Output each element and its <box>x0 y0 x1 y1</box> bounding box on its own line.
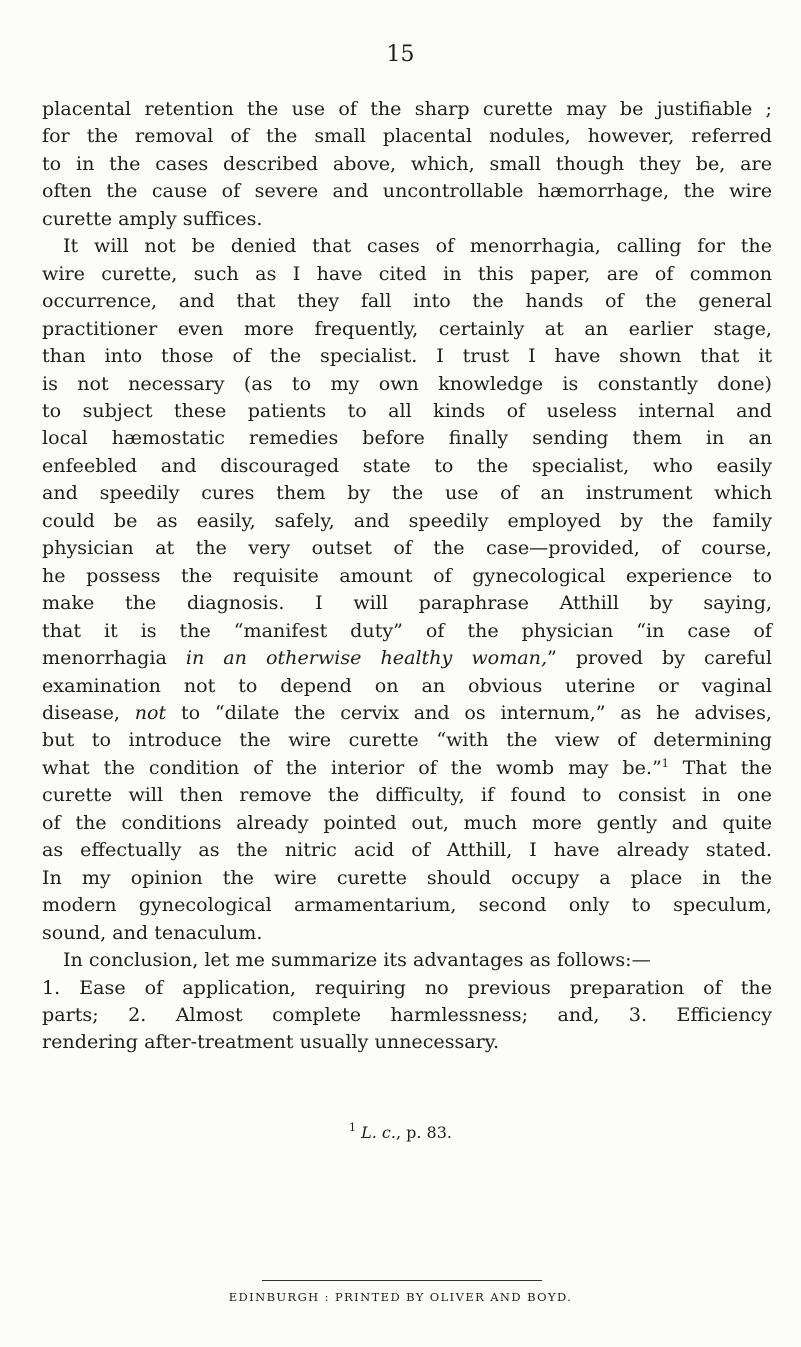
text-line: wire curette, such as I have cited in this paper, are of common <box>42 261 772 285</box>
text-line: for the removal of the small placental nodules, however, referred <box>42 124 772 148</box>
text-line: that it is the “manifest duty” of the physician “in case of <box>42 618 772 642</box>
text-line: placental retention the use of the sharp curette may be justifiable ; <box>42 97 772 120</box>
text-line: practitioner even more frequently, certainly at an earlier stage, <box>42 316 772 340</box>
text-segment: disease, <box>42 700 135 724</box>
text-line: modern gynecological armamentarium, second only to speculum, <box>42 893 772 917</box>
text-line: often the cause of severe and uncontrollable hæmorrhage, the wire <box>42 179 772 203</box>
text-segment: ” proved by careful <box>547 646 772 670</box>
text-line <box>42 699 772 726</box>
text-line: 1. Ease of application, requiring no previous preparation of the <box>42 975 772 999</box>
text-segment: what the condition of the interior of the womb may be.” <box>42 755 662 779</box>
text-segment: That the <box>668 755 772 779</box>
text-line: make the diagnosis. I will paraphrase Atthill by saying, <box>42 591 772 615</box>
text-line: and speedily cures them by the use of an instrument which <box>42 481 772 505</box>
footnote <box>0 1123 801 1142</box>
text-line: to subject these patients to all kinds of useless internal and <box>42 398 772 422</box>
page-number: 15 <box>386 42 415 67</box>
footnote-page: , p. 83. <box>395 1123 452 1142</box>
text-line: examination not to depend on an obvious uterine or vaginal <box>42 673 772 697</box>
text-line: It will not be denied that cases of menorrhagia, calling for the <box>63 234 772 258</box>
text-line: rendering after-treatment usually unnecessary. <box>42 1030 500 1054</box>
imprint-rule <box>262 1280 542 1281</box>
text-line: but to introduce the wire curette “with the view of determining <box>42 728 772 752</box>
text-line <box>42 644 772 671</box>
text-line: curette will then remove the difficulty, if found to consist in one <box>42 783 772 807</box>
text-line: In my opinion the wire curette should occupy a place in the <box>42 865 772 889</box>
text-line: to in the cases described above, which, small though they be, are <box>42 151 772 175</box>
printer-imprint: EDINBURGH : PRINTED BY OLIVER AND BOYD. <box>228 1290 573 1304</box>
footnote-reference: 1 <box>661 756 669 770</box>
text-line: of the conditions already pointed out, much more gently and quite <box>42 810 772 834</box>
text-line: local hæmostatic remedies before finally sending them in an <box>42 426 772 450</box>
text-line: occurrence, and that they fall into the hands of the general <box>42 289 772 313</box>
text-line: is not necessary (as to my own knowledge is constantly done) <box>42 371 772 395</box>
italic-word: not <box>134 700 167 724</box>
italic-phrase: in an otherwise healthy woman, <box>185 646 548 670</box>
text-line <box>42 754 772 781</box>
footnote-ref: L. c. <box>361 1123 396 1142</box>
text-line: enfeebled and discouraged state to the specialist, who easily <box>42 453 772 477</box>
footnote-marker: 1 <box>349 1121 357 1134</box>
text-segment: menorrhagia <box>42 646 186 670</box>
text-line: sound, and tenaculum. <box>42 920 263 944</box>
text-line: physician at the very outset of the case—provided, of course, <box>42 536 772 560</box>
text-line: curette amply suffices. <box>42 206 263 230</box>
text-segment: to “dilate the cervix and os internum,” as he advises, <box>166 700 772 724</box>
body-text <box>42 95 772 1056</box>
text-line: In conclusion, let me summarize its advantages as follows:— <box>63 948 651 972</box>
text-line: could be as easily, safely, and speedily employed by the family <box>42 508 772 532</box>
text-line: than into those of the specialist. I trust I have shown that it <box>42 344 772 368</box>
text-line: parts; 2. Almost complete harmlessness; and, 3. Efficiency <box>42 1002 772 1026</box>
text-line: he possess the requisite amount of gynecological experience to <box>42 563 772 587</box>
text-line: as effectually as the nitric acid of Atthill, I have already stated. <box>42 838 772 862</box>
